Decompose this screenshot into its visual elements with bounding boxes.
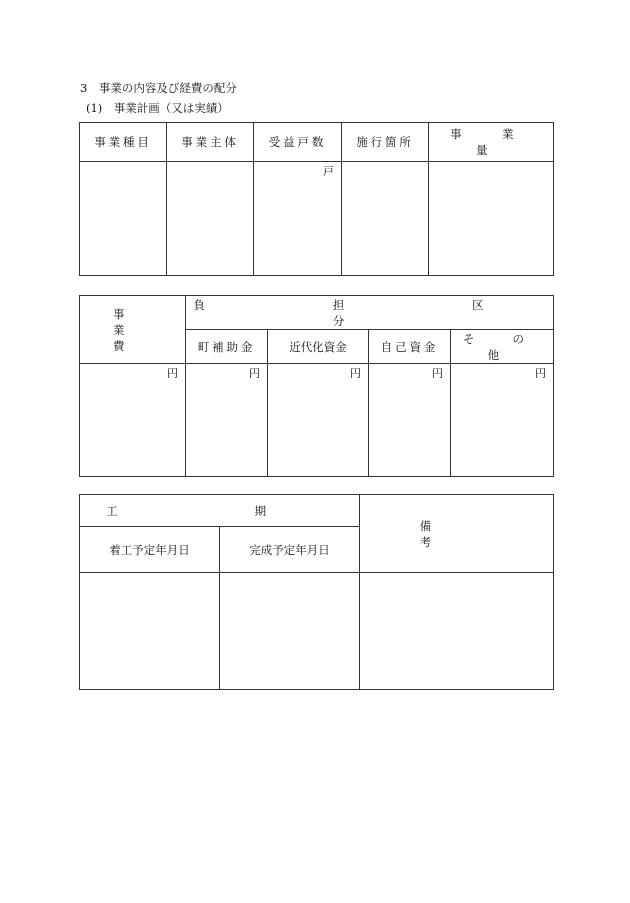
header-own-fund-label: 自己資金 — [380, 339, 439, 354]
header-end-date — [220, 527, 360, 573]
header-construction-site-label: 施行箇所 — [356, 135, 414, 149]
header-business-type-label: 事業種目 — [94, 135, 152, 149]
header-remarks — [360, 495, 554, 573]
business-entity-cell[interactable] — [167, 162, 254, 276]
unit-households-label: 戸 — [323, 165, 334, 178]
header-end-date-label: 完成予定年月日 — [249, 542, 330, 557]
start-date-cell[interactable] — [80, 573, 220, 690]
header-other — [451, 330, 554, 364]
header-cost-share-label: 負 担 区 分 — [193, 297, 546, 328]
header-own-fund — [369, 330, 451, 364]
period-header-row-1 — [80, 495, 554, 527]
header-modernization-fund — [268, 330, 369, 364]
header-business-cost — [80, 296, 186, 364]
header-construction-period — [80, 495, 360, 527]
cost-entry-row — [80, 364, 554, 477]
header-modernization-fund-label: 近代化資金 — [289, 339, 347, 354]
unit-yen-label: 円 — [350, 367, 361, 380]
plan-header-row — [80, 123, 554, 162]
header-business-volume-label: 事 業 量 — [450, 127, 532, 157]
construction-site-cell[interactable] — [342, 162, 429, 276]
header-business-entity — [167, 123, 254, 162]
business-volume-cell[interactable] — [429, 162, 554, 276]
end-date-cell[interactable] — [220, 573, 360, 690]
other-cell[interactable] — [451, 364, 554, 477]
business-cost-cell[interactable] — [80, 364, 186, 477]
remarks-cell[interactable] — [360, 573, 554, 690]
unit-yen-label: 円 — [535, 367, 547, 380]
cost-header-row-1 — [80, 296, 554, 330]
header-beneficiary-households — [254, 123, 342, 162]
plan-entry-row — [80, 162, 554, 276]
header-business-cost-label: 事 業 費 — [112, 306, 153, 353]
header-town-subsidy-label: 町補助金 — [197, 339, 256, 354]
unit-yen-label: 円 — [167, 367, 178, 380]
header-business-volume — [429, 123, 554, 162]
business-plan-table — [79, 122, 554, 276]
own-fund-cell[interactable] — [369, 364, 451, 477]
header-business-entity-label: 事業主体 — [181, 135, 239, 149]
header-start-date-label: 着工予定年月日 — [109, 542, 190, 557]
header-other-label: そ の 他 — [462, 331, 542, 362]
unit-yen-label: 円 — [432, 367, 443, 380]
header-beneficiary-households-label: 受益戸数 — [268, 135, 327, 149]
section-heading: 3 事業の内容及び経費の配分 — [80, 81, 237, 95]
header-start-date — [80, 527, 220, 573]
unit-yen-label: 円 — [249, 367, 260, 380]
section-subheading: (1) 事業計画（又は実績） — [86, 101, 229, 115]
construction-period-table — [79, 494, 554, 690]
header-cost-share — [186, 296, 554, 330]
cost-allocation-table — [79, 295, 554, 477]
town-subsidy-cell[interactable] — [186, 364, 268, 477]
period-entry-row — [80, 573, 554, 690]
header-construction-period-label: 工 期 — [106, 503, 333, 518]
header-town-subsidy — [186, 330, 268, 364]
business-type-cell[interactable] — [80, 162, 167, 276]
header-construction-site — [342, 123, 429, 162]
modernization-fund-cell[interactable] — [268, 364, 369, 477]
beneficiary-households-cell[interactable] — [254, 162, 342, 276]
header-business-type — [80, 123, 167, 162]
header-remarks-label: 備 考 — [419, 518, 494, 549]
